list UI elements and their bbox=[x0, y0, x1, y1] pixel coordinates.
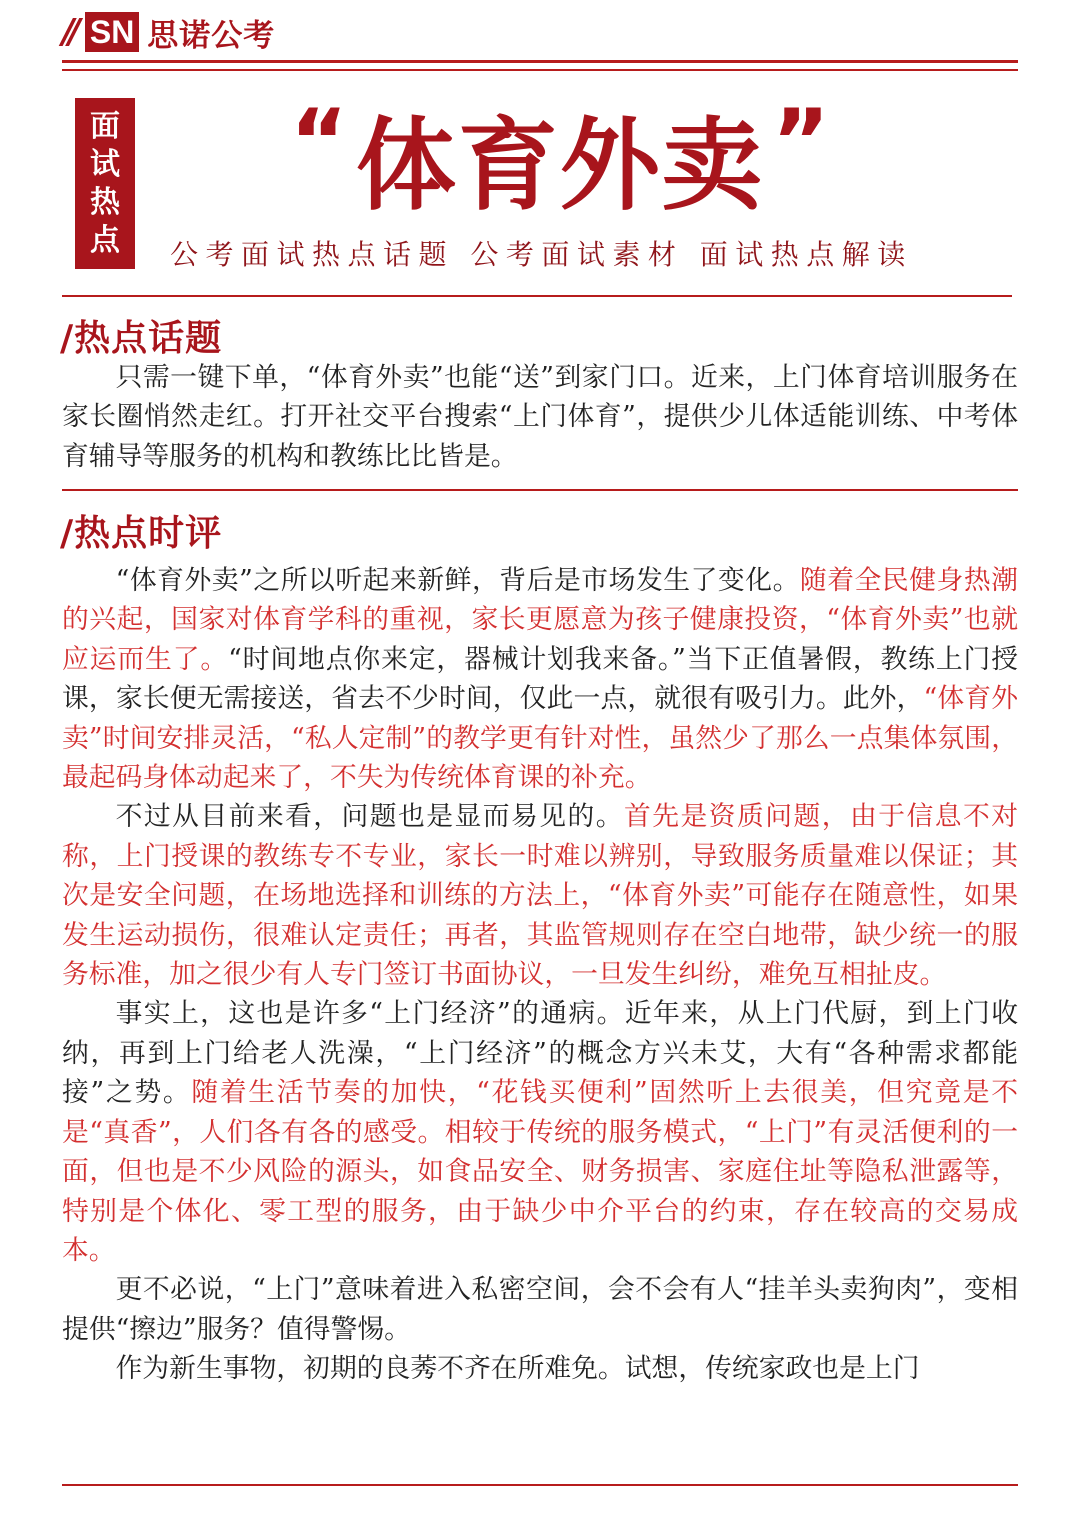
comment-paragraph-2 bbox=[62, 797, 1018, 994]
side-tag-char: 试 bbox=[90, 146, 120, 182]
comment-paragraph-5: 作为新生事物，初期的良莠不齐在所难免。试想，传统家政也是上门 bbox=[115, 1353, 920, 1385]
section-divider bbox=[62, 489, 1018, 491]
text-run: 事实上，这也是许多“上门经济”的通病。近年来，从上门代厨，到上门收纳，再到上门给老人洗澡，“上门经济”的概念方兴未艾，大有“各种需求都能接”之势。 bbox=[62, 998, 1018, 1109]
comment-paragraph-3 bbox=[62, 994, 1018, 1270]
title-divider bbox=[62, 295, 1012, 297]
section-heading-topic: /热点话题 bbox=[60, 318, 223, 359]
comment-body bbox=[62, 561, 1018, 1389]
highlight-run: “体育外卖”时间安排灵活，“私人定制”的教学更有针对性，虽然少了那么一点集体氛围，最起码身体动起来了，不失为传统体育课的补充。 bbox=[62, 683, 1018, 794]
section-heading-comment: /热点时评 bbox=[60, 513, 223, 554]
side-tag-interview-hotspot bbox=[75, 98, 135, 269]
brand-name: 思诺公考 bbox=[147, 17, 276, 54]
comment-paragraph-4: 更不必说，“上门”意味着进入私密空间，会不会有人“挂羊头卖狗肉”，变相提供“擦边”服务？值得警惕。 bbox=[62, 1274, 1018, 1345]
title-open-quote: “ bbox=[290, 90, 348, 193]
side-tag-char: 点 bbox=[90, 222, 120, 258]
header-rule-bottom bbox=[62, 69, 1018, 71]
footer-rule bbox=[62, 1484, 1018, 1486]
text-run: “体育外卖”之所以听起来新鲜，背后是市场发生了变化。 bbox=[115, 565, 800, 596]
text-run: 不过从目前来看，问题也是显而易见的。 bbox=[115, 801, 625, 833]
topic-paragraph: 只需一键下单，“体育外卖”也能“送”到家门口。近来，上门体育培训服务在家长圈悄然走红。打开社交平台搜索“上门体育”，提供少儿体适能训练、中考体育辅导等服务的机构和教练比比皆是。 bbox=[62, 362, 1018, 472]
topic-body bbox=[62, 358, 1018, 476]
subtitle: 公考面试热点话题 公考面试素材 面试热点解读 bbox=[170, 238, 913, 271]
logo-slashes: // bbox=[62, 12, 75, 52]
header-rule-top bbox=[62, 60, 1018, 63]
title-close-quote: ” bbox=[771, 90, 830, 193]
brand-logo bbox=[62, 10, 275, 54]
page-title bbox=[290, 92, 890, 222]
highlight-run: 首先是资质问题，由于信息不对称，上门授课的教练专不专业，家长一时难以辨别，导致服务质量难以保证；其次是安全问题，在场地选择和训练的方法上，“体育外卖”可能存在随意性，如果发生运动损伤，很难认定责任；再者，其监管规则存在空白地带，缺少统一的服务标准，加之很少有人专门签订书面协议，一旦发生纠纷，难免互相扯皮。 bbox=[62, 801, 1019, 991]
highlight-run: 随着全民健身热潮的兴起，国家对体育学科的重视，家长更愿意为孩子健康投资，“体育外卖”也就应运而生了。 bbox=[62, 565, 1018, 675]
comment-paragraph-1 bbox=[62, 561, 1018, 797]
highlight-run: 随着生活节奏的加快，“花钱买便利”固然听上去很美，但究竟是不是“真香”，人们各有各的感受。相较于传统的服务模式，“上门”有灵活便利的一面，但也是不少风险的源头，如食品安全、财务损害、家庭住址等隐私泄露等，特别是个体化、零工型的服务，由于缺少中介平台的约束，存在较高的交易成本。 bbox=[62, 1077, 1018, 1266]
logo-abbr: SN bbox=[85, 12, 139, 52]
side-tag-char: 面 bbox=[90, 108, 120, 144]
side-tag-char: 热 bbox=[90, 184, 120, 220]
title-text: 体育外卖 bbox=[355, 107, 764, 224]
text-run: “时间地点你来定，器械计划我来备。”当下正值暑假，教练上门授课，家长便无需接送，省去不少时间，仅此一点，就很有吸引力。此外， bbox=[62, 643, 1019, 715]
